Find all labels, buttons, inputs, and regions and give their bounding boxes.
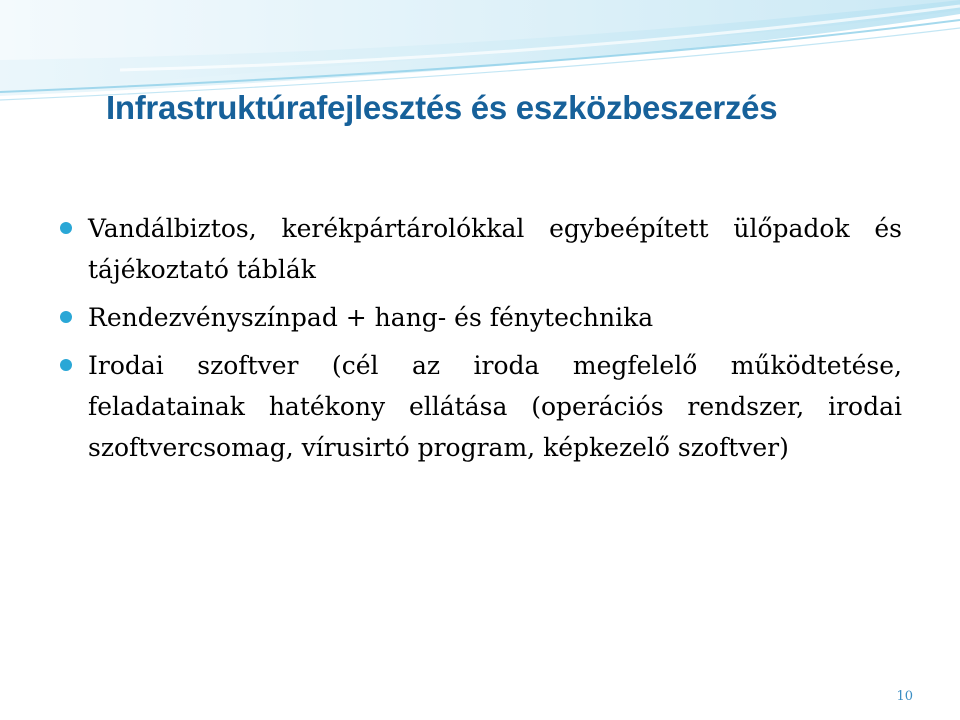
- slide-title: Infrastruktúrafejlesztés és eszközbeszerzés: [106, 89, 778, 126]
- page-number: 10: [896, 689, 913, 704]
- bullet-text: Vandálbiztos, kerékpártárolókkal egybeépített ülőpadok és tájékoztató táblák: [88, 214, 902, 284]
- bullet-icon: [60, 311, 72, 323]
- bullet-text: Irodai szoftver (cél az iroda megfelelő működtetése, feladatainak hatékony ellátása (operációs rendszer, irodai szoftvercsomag, vírusirtó program, képkezelő szoftver): [88, 351, 902, 462]
- bullet-text: Rendezvényszínpad + hang- és fénytechnika: [88, 303, 654, 332]
- list-item: [60, 297, 902, 338]
- list-item: [60, 208, 902, 290]
- bullet-icon: [60, 359, 72, 371]
- bullet-icon: [60, 222, 72, 234]
- bullet-list: [60, 208, 902, 468]
- list-item: [60, 345, 902, 468]
